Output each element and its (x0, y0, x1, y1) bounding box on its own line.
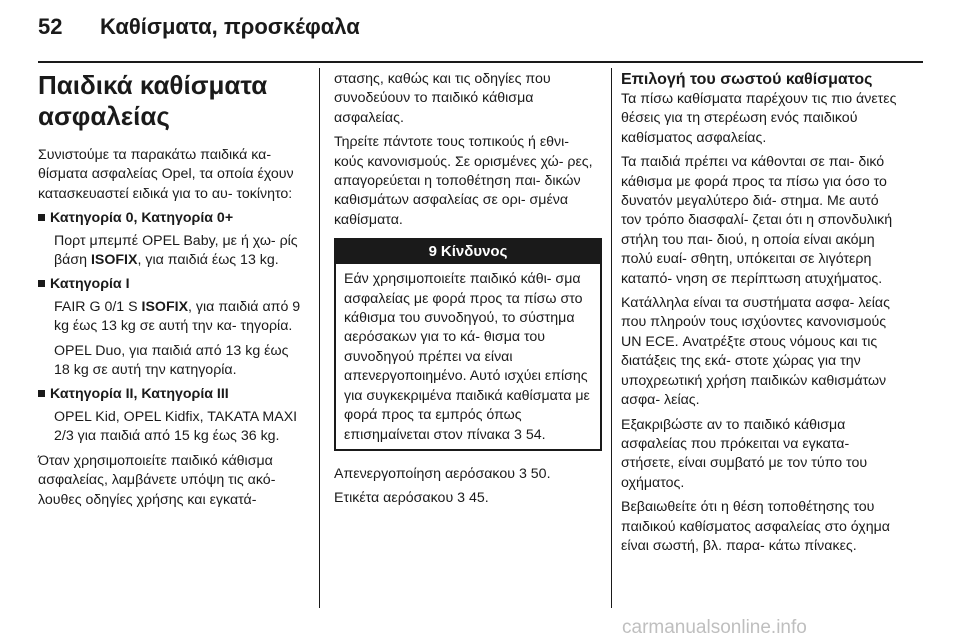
bullet-square-icon (38, 214, 45, 221)
header-rule (38, 61, 923, 63)
watermark: carmanualsonline.info (622, 617, 807, 638)
page-ref-arrow-icon: 3 (513, 426, 522, 443)
closing-paragraph: Όταν χρησιμοποιείτε παιδικό κάθισμα ασφαλείας, λαμβάνετε υπόψη τις ακό- λουθες οδηγίες χρήσης και εγκατά- (38, 452, 276, 508)
warning-header (336, 240, 600, 264)
warning-title: Κίνδυνος (440, 243, 508, 261)
page-ref-link[interactable]: 50 (530, 465, 547, 482)
column-3 (621, 70, 901, 561)
column-divider-1 (319, 68, 320, 608)
cross-reference: Απενεργοποίηση αερόσακου 3 50. (334, 465, 551, 482)
body-paragraph: Κατάλληλα είναι τα συστήματα ασφα- λείας που πληρούν τους ισχύοντες κανονισμούς UN ECE. Ανατρέξτε στους νόμους και τις διατάξεις της εκά- στοτε χώρας για την υποχρεωτική χρήση παιδικών καθισμάτων ασφα- λείας. (621, 295, 890, 409)
intro-paragraph: Συνιστούμε τα παρακάτω παιδικά κα- θίσματα ασφαλείας Opel, τα οποία έχουν κατασκευαστεί ειδικά για το αυ- τοκίνητο: (38, 147, 294, 202)
column-2 (334, 70, 602, 514)
page-ref-link[interactable]: 54 (525, 426, 542, 443)
group-text: OPEL Duo, για παιδιά από 13 kg έως 18 kg σε αυτή την κατηγορία. (54, 342, 289, 379)
warning-body: Εάν χρησιμοποιείτε παιδικό κάθι- σμα ασφαλείας με φορά προς τα πίσω στο κάθισμα του συνοδηγού, το σύστημα αερόσακων για το κά- θισμα του συνοδηγού πρέπει να είναι απενεργοποιημένο. Αυτό ισχύει επίσης για συγκεκριμένα παιδικά καθίσματα με φορά προς τα εμπρός όπως επισημαίνεται στον πίνακα 3 54. (344, 271, 590, 443)
bullet-square-icon (38, 280, 45, 287)
page-title: Παιδικά καθίσματα ασφαλείας (38, 70, 268, 131)
group-heading: Κατηγορία 0, Κατηγορία 0+ (38, 209, 306, 228)
body-paragraph: Εξακριβώστε αν το παιδικό κάθισμα ασφαλείας που πρόκειται να εγκατα- στήσετε, είναι συμβατό με τον τύπο του οχήματος. (621, 416, 868, 491)
group-heading: Κατηγορία I (38, 275, 306, 294)
warning-text: Εάν χρησιμοποιείτε παιδικό κάθι- σμα ασφαλείας με φορά προς τα πίσω στο κάθισμα του συνοδηγού, το σύστημα αερόσακων για το κά- θισμα του συνοδηγού πρέπει να είναι απενεργοποιημένο. Αυτό ισχύει επίσης για συγκεκριμένα παιδικά καθίσματα με φορά προς τα εμπρός όπως επισημαίνεται στον πίνακα (344, 271, 590, 443)
page-ref-arrow-icon: 3 (518, 465, 527, 482)
cross-reference: Ετικέτα αερόσακου 3 45. (334, 490, 489, 507)
regulations-paragraph: Τηρείτε πάντοτε τους τοπικούς ή εθνι- κούς κανονισμούς. Σε ορισμένες χώ- ρες, απαγορεύεται η τοποθέτηση παι- δικών καθισμάτων ασφαλείας σε ορι- σμένα καθίσματα. (334, 134, 593, 228)
page-number: 52 (38, 14, 63, 39)
body-paragraph: Βεβαιωθείτε ότι η θέση τοποθέτησης του παιδικού καθίσματος ασφαλείας στο όχημα είναι σωστή, βλ. παρα- κάτω πίνακες. (621, 499, 891, 554)
page-ref-link[interactable]: 45 (469, 490, 485, 507)
continued-paragraph: στασης, καθώς και τις οδηγίες που συνοδεύουν το παιδικό κάθισμα ασφαλείας. (334, 71, 551, 126)
column-divider-2 (611, 68, 612, 608)
section-heading: Επιλογή του σωστού καθίσματος (621, 71, 873, 88)
group-text: Πορτ μπεμπέ OPEL Baby, με ή χω- ρίς βάση ISOFIX, για παιδιά έως 13 kg. (54, 232, 298, 269)
body-paragraph: Τα παιδιά πρέπει να κάθονται σε παι- δικό κάθισμα με φορά προς τα πίσω για όσο το δυνατόν μεγαλύτερο διά- στημα. Με αυτό τον τρόπο διασφαλί- ζεται ότι η σπονδυλική στήλη του παι- διού, η οποία είναι ακόμη πολύ ευαί- σθητη, υπόκειται σε λιγότερη καταπό- νηση σε περίπτωση ατυχήματος. (621, 154, 893, 287)
warning-triangle-icon: 9 (428, 243, 437, 261)
warning-box (334, 238, 602, 451)
body-paragraph: Τα πίσω καθίσματα παρέχουν τις πιο άνετες θέσεις για τη στερέωση ενός παιδικού καθίσματος ασφαλείας. (621, 91, 897, 146)
group-text: FAIR G 0/1 S ISOFIX, για παιδιά από 9 kg έως 13 kg σε αυτή την κα- τηγορία. (54, 298, 301, 335)
page-ref-arrow-icon: 3 (457, 490, 466, 507)
group-text: OPEL Kid, OPEL Kidfix, TAKATA MAXI 2/3 για παιδιά από 15 kg έως 36 kg. (54, 408, 298, 445)
page-header (38, 14, 360, 40)
section-title: Καθίσματα, προσκέφαλα (100, 14, 360, 39)
bullet-square-icon (38, 390, 45, 397)
column-1 (38, 70, 306, 515)
group-heading: Κατηγορία II, Κατηγορία III (38, 385, 306, 404)
